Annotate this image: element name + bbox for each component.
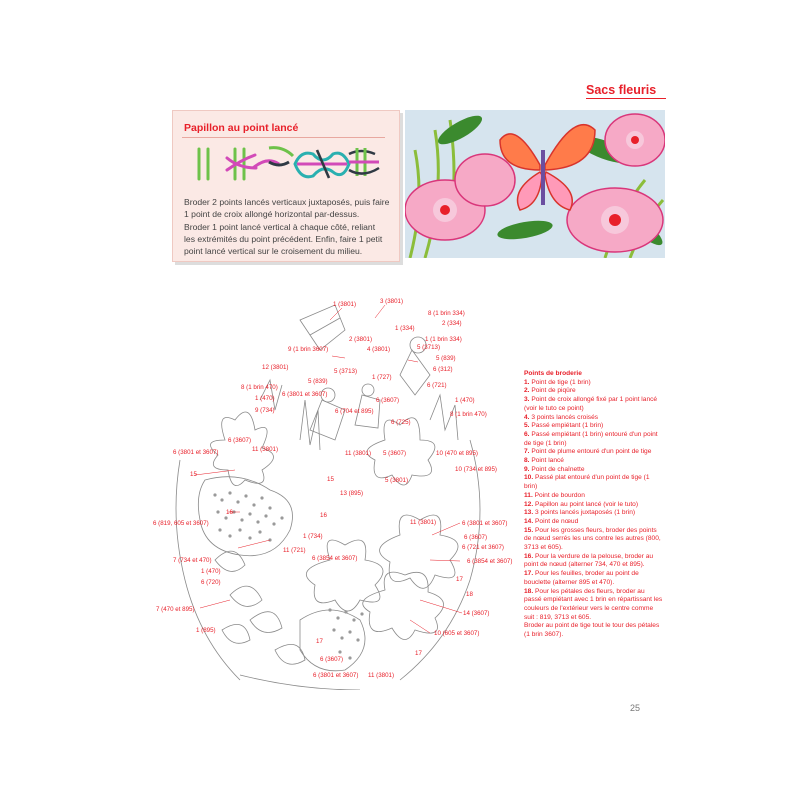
stitch-label: 15 — [190, 471, 197, 478]
legend-item — [524, 448, 664, 457]
legend-item — [524, 414, 664, 423]
stitch-label: 14 (3607) — [463, 610, 490, 617]
stitch-label: 8 (1 brin 470) — [241, 384, 278, 391]
legend-item — [524, 527, 664, 553]
legend-item-number: 13. — [524, 509, 534, 517]
legend-item — [524, 588, 664, 623]
stitch-label: 6 (3607) — [228, 437, 252, 444]
stitch-label: 17 — [316, 638, 323, 645]
legend-title: Points de broderie — [524, 370, 582, 377]
stitch-label: 13 (895) — [340, 490, 364, 497]
stitch-label: 11 (3801) — [345, 450, 372, 457]
stitch-label: 1 (334) — [395, 325, 415, 332]
legend-item-number: 18. — [524, 587, 534, 595]
stitch-label: 12 (3801) — [262, 364, 289, 371]
legend-item-number: 12. — [524, 500, 534, 508]
tip-line: Broder 1 point lancé vertical à chaque côté, reliant — [184, 221, 376, 232]
stitch-label: 10 (734 et 895) — [455, 466, 497, 473]
stitch-label: 1 (470) — [201, 568, 221, 575]
step-4-icon — [295, 150, 349, 178]
stitch-label: 7 (470 et 895) — [156, 606, 195, 613]
stitch-label: 11 (3801) — [368, 672, 395, 679]
stitch-label: 15 — [327, 476, 334, 483]
step-1-icon — [199, 149, 208, 179]
stitch-label: 6 (3801 et 3607) — [462, 520, 508, 527]
stitch-label: 8 (1 brin 334) — [428, 310, 465, 317]
stitch-label: 18 — [466, 591, 473, 598]
legend-item-text: Papillon au point lancé (voir le tuto) — [535, 500, 639, 508]
legend-item-text: Pour la verdure de la pelouse, broder au point de nœud (alterner 734, 470 et 895). — [524, 552, 654, 569]
legend-item — [524, 474, 664, 491]
legend-item-text: Passé plat entouré d'un point de tige (1 brin) — [524, 474, 650, 491]
stitch-label: 1 (3801) — [333, 301, 357, 308]
stitch-label: 17 — [456, 576, 463, 583]
stitch-label: 9 (1 brin 3607) — [288, 346, 329, 353]
legend-item-number: 6. — [524, 430, 530, 438]
stitch-label: 11 (721) — [283, 547, 306, 554]
legend-item — [524, 492, 664, 501]
stitch-label: 10 (470 et 895) — [436, 450, 478, 457]
step-3-icon — [253, 148, 293, 168]
tip-line: les extrémités du point précédent. Enfin, faire 1 petit — [184, 233, 383, 244]
stitch-label: 6 (720) — [201, 579, 221, 586]
legend-item-number: 3. — [524, 396, 530, 404]
embroidery-photo — [405, 110, 665, 258]
stitch-label: 5 (3713) — [334, 368, 358, 375]
legend-item — [524, 457, 664, 466]
page-number: 25 — [630, 703, 641, 713]
stitch-label: 2 (3801) — [349, 336, 373, 343]
legend-item-number: 10. — [524, 474, 534, 482]
legend-item-number: 16. — [524, 552, 534, 560]
legend-item-text: Passé empiétant (1 brin) — [531, 422, 604, 430]
legend-item-text: Point de plume entouré d'un point de tige — [531, 448, 652, 456]
legend-item-number: 8. — [524, 457, 530, 465]
legend-item-text: 3 points lancés croisés — [531, 413, 599, 421]
legend-item-text: Point de tige (1 brin) — [531, 378, 591, 386]
stitch-label: 3 (3801) — [380, 298, 404, 305]
tip-line: point lancé vertical sur le croisement du milieu. — [184, 246, 363, 257]
legend-item-number: 5. — [524, 422, 530, 430]
stitch-label: 6 (3801 et 3607) — [173, 449, 219, 456]
legend-item-number: 17. — [524, 570, 534, 578]
legend-footer: Broder au point de tige tout le tour des pétales (1 brin 3607). — [524, 622, 660, 639]
stitch-label: 5 (839) — [436, 355, 456, 362]
tip-line: Broder 2 points lancés verticaux juxtaposés, puis faire — [184, 197, 390, 207]
stitch-label: 1 (734) — [303, 533, 323, 540]
step-5-icon — [349, 148, 379, 176]
legend-item — [524, 466, 664, 475]
legend-item-text: Point de nœud — [535, 517, 579, 525]
stitch-label: 5 (3713) — [417, 344, 441, 351]
step-2-icon — [227, 149, 256, 179]
stitch-label: 6 (3801 et 3607) — [313, 672, 359, 679]
stitch-label: 7 (734 et 470) — [173, 557, 212, 564]
legend-item — [524, 422, 664, 431]
legend-item — [524, 509, 664, 518]
stitch-label: 5 (3607) — [383, 450, 407, 457]
stitch-label: 1 (1 brin 334) — [425, 336, 462, 343]
stitch-label: 6 (3607) — [464, 534, 488, 541]
legend-item-text: Pour les grosses fleurs, broder des points de nœud serrés les uns contre les autres (800, 3713 et 605). — [524, 526, 661, 552]
legend-item-number: 4. — [524, 413, 530, 421]
pattern-leader-lines — [195, 305, 462, 633]
stitch-label: 5 (839) — [308, 378, 328, 385]
stitch-label: 6 (3854 et 3607) — [312, 555, 358, 562]
stitch-label: 2 (334) — [442, 320, 462, 327]
legend-item-text: Passé empiétant (1 brin) entouré d'un point de tige (1 brin) — [524, 430, 658, 447]
legend-item-number: 14. — [524, 517, 534, 525]
stitch-steps-illustration — [189, 142, 389, 192]
legend-item — [524, 553, 664, 570]
tip-instructions — [184, 196, 396, 257]
legend-item — [524, 396, 664, 413]
legend-item-text: Point de chaînette — [531, 465, 585, 473]
stitch-label: 6 (3607) — [320, 656, 344, 663]
stitch-label: 6 (721 et 3607) — [462, 544, 504, 551]
stitch-label: 8 (1 brin 470) — [450, 411, 487, 418]
legend-item-number: 11. — [524, 491, 533, 499]
legend-item-number: 9. — [524, 465, 530, 473]
legend-item-text: 3 points lancés juxtaposés (1 brin) — [535, 509, 636, 517]
stitch-legend — [524, 370, 664, 640]
legend-item-text: Point lancé — [531, 457, 564, 465]
legend-item — [524, 501, 664, 510]
stitch-label: 5 (3801) — [385, 477, 409, 484]
legend-item-text: Point de croix allongé fixé par 1 point lancé (voir le tuto ce point) — [524, 396, 658, 412]
legend-item-text: Point de piqûre — [531, 387, 576, 395]
stitch-label: 16 — [226, 509, 233, 516]
legend-item-text: Pour les feuilles, broder au point de bouclette (alterner 895 et 470). — [524, 570, 639, 586]
stitch-label: 6 (3801 et 3607) — [282, 391, 328, 398]
stitch-label: 17 — [415, 650, 422, 657]
legend-item — [524, 379, 664, 388]
section-title-underline — [586, 98, 666, 99]
embroidery-pattern-diagram — [150, 290, 520, 690]
stitch-label: 6 (312) — [433, 366, 453, 373]
legend-item-number: 1. — [524, 378, 530, 386]
stitch-tip-box — [172, 110, 400, 262]
stitch-label: 4 (3801) — [367, 346, 391, 353]
legend-item-number: 2. — [524, 387, 530, 395]
stitch-labels — [153, 298, 512, 679]
stitch-label: 6 (3854 et 3607) — [467, 558, 513, 565]
tip-line: 1 point de croix allongé horizontal par-dessus. — [184, 209, 360, 220]
legend-item-number: 7. — [524, 448, 530, 456]
legend-item-text: Point de bourdon — [534, 491, 585, 499]
stitch-label: 11 (3801) — [410, 519, 437, 526]
legend-item — [524, 570, 664, 587]
stitch-label: 6 (704 et 895) — [335, 408, 374, 415]
stitch-label: 9 (734) — [255, 407, 275, 414]
legend-item — [524, 518, 664, 527]
stitch-label: 10 (605 et 3607) — [434, 630, 480, 637]
legend-item — [524, 387, 664, 396]
legend-item-text: Pour les pétales des fleurs, broder au passé empiétant avec 1 brin en répartissant les couleurs de l'extérieur vers le centre comme suit : 819, 3713 et 605. — [524, 587, 663, 621]
tip-title: Papillon au point lancé — [184, 122, 299, 134]
stitch-label: 6 (819, 605 et 3607) — [153, 520, 209, 527]
stitch-label: 6 (3607) — [376, 397, 400, 404]
stitch-label: 11 (3801) — [252, 446, 279, 453]
section-title: Sacs fleuris — [586, 83, 657, 97]
legend-item — [524, 431, 664, 448]
stitch-label: 1 (895) — [196, 627, 216, 634]
stitch-label: 6 (725) — [391, 419, 411, 426]
stitch-label: 1 (470) — [255, 395, 275, 402]
stitch-label: 6 (721) — [427, 382, 447, 389]
legend-item-number: 15. — [524, 526, 534, 534]
pattern-texture-dots — [213, 491, 363, 659]
stitch-label: 16 — [320, 512, 327, 519]
stitch-label: 1 (727) — [372, 374, 392, 381]
stitch-label: 1 (470) — [455, 397, 475, 404]
tip-title-divider — [182, 137, 385, 138]
